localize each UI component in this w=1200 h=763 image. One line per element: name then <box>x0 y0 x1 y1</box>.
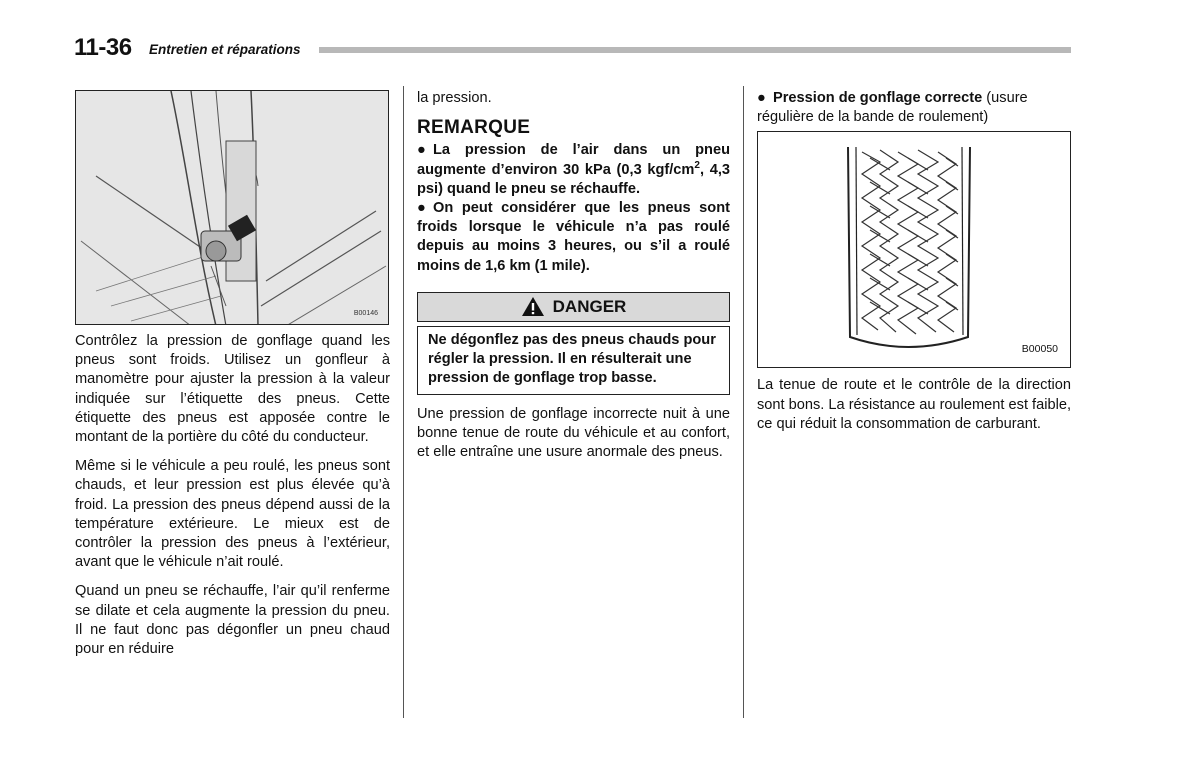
bullet-text: , 4,3 psi) quand le pneu se réchauffe. <box>417 161 730 197</box>
bullet-bold-text: Pression de gonflage correcte <box>773 90 983 106</box>
column-2 <box>417 89 730 462</box>
bullet-text: (usure régulière de la bande de roulement) <box>757 90 1028 126</box>
section-title: Entretien et réparations <box>149 42 301 57</box>
continued-text: la pression. <box>417 90 492 106</box>
bullet-text: La pression de l’air dans un pneu augmente d’environ 30 kPa (0,3 kgf/cm <box>417 142 730 178</box>
figure-code: B00146 <box>353 310 378 317</box>
danger-body <box>417 326 730 395</box>
bullet-icon: ● <box>417 200 426 217</box>
danger-text: Ne dégonflez pas des pneus chauds pour régler la pression. Il en résulterait une pression de gonflage trop basse. <box>428 331 716 386</box>
tire-tread-illustration <box>758 132 1069 366</box>
superscript: 2 <box>694 159 700 171</box>
paragraph: Une pression de gonflage incorrecte nuit à une bonne tenue de route du véhicule et au confort, et elle entraîne une usure anormale des pneus. <box>417 405 730 461</box>
danger-label: DANGER <box>552 297 627 317</box>
tire-valve-figure <box>75 90 389 325</box>
column-3 <box>757 89 1071 434</box>
remark-bullet-1 <box>417 141 730 199</box>
remark-heading: REMARQUE <box>417 117 531 139</box>
remark-bullet-2 <box>417 199 730 276</box>
danger-box <box>417 292 730 395</box>
tire-tread-figure <box>757 131 1071 368</box>
figure-code: B00050 <box>1021 343 1058 356</box>
column-1-text <box>75 332 390 659</box>
bullet-text: On peut considérer que les pneus sont froids lorsque le véhicule n’a pas roulé depuis au moins 3 heures, ou s’il a roulé moins de 1,6 km (1 mile). <box>417 200 730 274</box>
pressure-bullet <box>757 89 1071 127</box>
tire-valve-illustration <box>76 91 389 325</box>
paragraph: Quand un pneu se réchauffe, l’air qu’il renferme se dilate et cela augmente la pression du pneu. Il ne faut donc pas dégonfler un pneu chaud pour en réduire <box>75 583 390 658</box>
danger-header <box>417 292 730 322</box>
column-divider-2 <box>743 86 744 718</box>
bullet-icon: ● <box>757 90 766 106</box>
paragraph: Même si le véhicule a peu roulé, les pneus sont chauds, et leur pression est plus élevée qu’à froid. La pression des pneus dépend aussi de la température extérieure. Le mieux est de contrôler la pression des pneus à l’extérieur, avant que le véhicule n’ait roulé. <box>75 458 390 571</box>
header-rule <box>319 47 1071 53</box>
page-number: 11-36 <box>74 34 132 61</box>
paragraph: Contrôlez la pression de gonflage quand les pneus sont froids. Utilisez un gonfleur à manomètre pour ajuster la pression à la valeur indiquée sur l’étiquette des pneus. Cette étiquette des pneus est apposée contre le montant de la portière du côté du conducteur. <box>75 333 390 446</box>
column-divider-1 <box>403 86 404 718</box>
warning-triangle-icon <box>521 296 545 317</box>
bullet-icon: ● <box>417 142 426 159</box>
page-header <box>74 34 1074 64</box>
paragraph: La tenue de route et le contrôle de la direction sont bons. La résistance au roulement est faible, ce qui réduit la consommation de carburant. <box>757 377 1071 432</box>
